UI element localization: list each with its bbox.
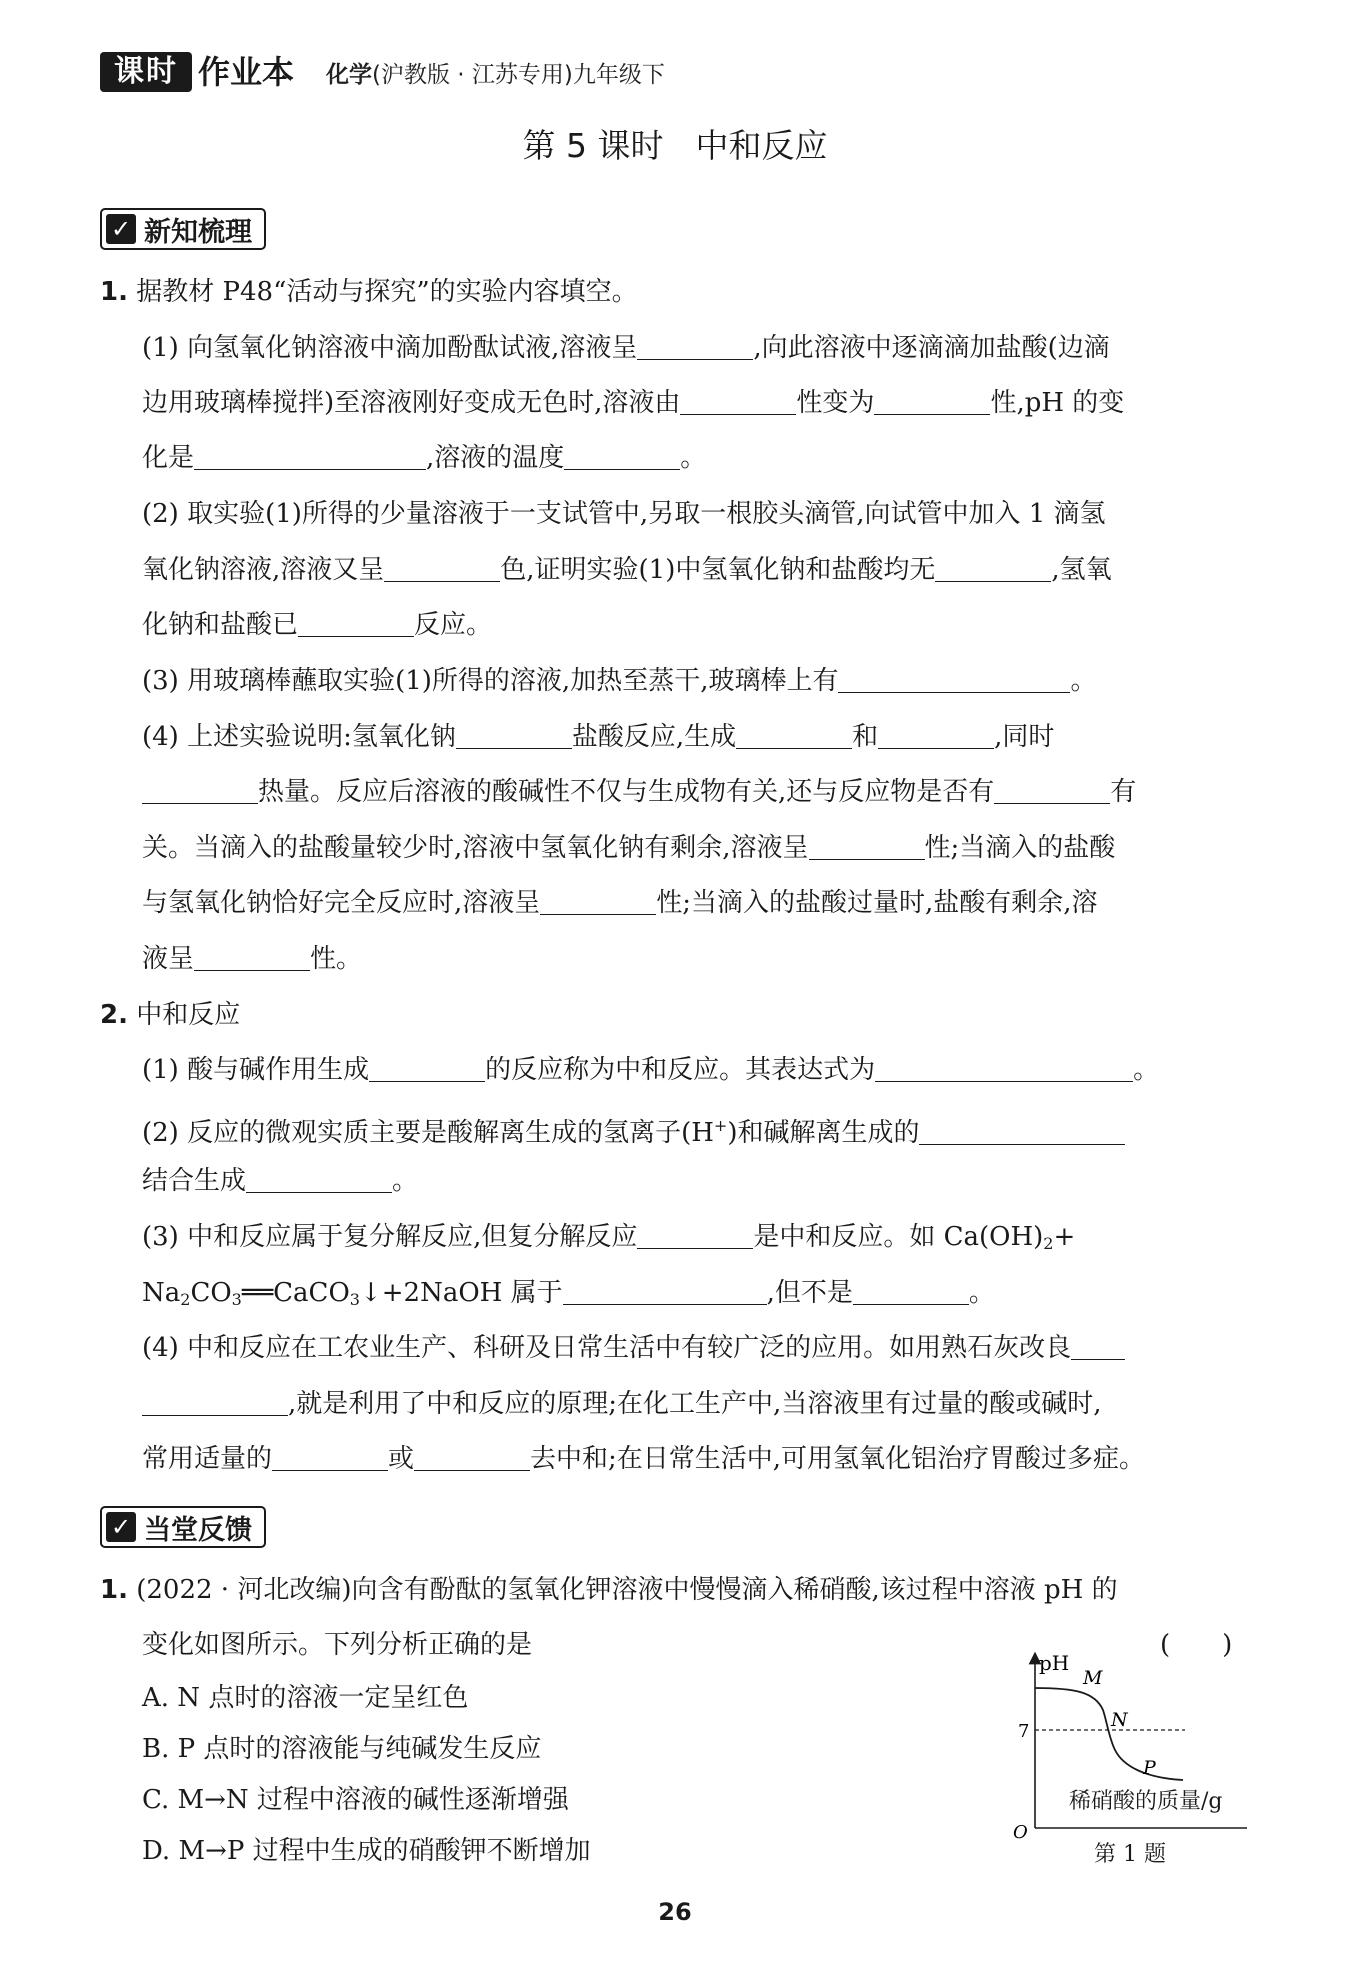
blank[interactable] — [1071, 1331, 1125, 1360]
option-d[interactable]: D. M→P 过程中生成的硝酸钾不断增加 — [142, 1836, 591, 1866]
section-feedback: ✓ 当堂反馈 — [100, 1506, 266, 1548]
blank[interactable] — [540, 886, 656, 915]
q2-stem: 2. 中和反应 — [100, 1000, 241, 1030]
fb1-line1: 1. (2022 · 河北改编)向含有酚酞的氢氧化钾溶液中慢慢滴入稀硝酸,该过程中溶液 pH 的 — [100, 1575, 1118, 1605]
option-a[interactable]: A. N 点时的溶液一定呈红色 — [142, 1683, 469, 1713]
ph-curve — [1035, 1688, 1183, 1780]
q1-p1-line2: 边用玻璃棒搅拌)至溶液刚好变成无色时,溶液由 性变为 性,pH 的变 — [142, 388, 1125, 418]
checkbox-icon: ✓ — [106, 1512, 136, 1542]
q2-p4-line2: ,就是利用了中和反应的原理;在化工生产中,当溶液里有过量的酸或碱时, — [142, 1386, 1102, 1422]
q1-p2-line3: 化钠和盐酸已 反应。 — [142, 610, 493, 640]
option-b[interactable]: B. P 点时的溶液能与纯碱发生反应 — [142, 1734, 542, 1764]
q1-p2-line1: (2) 取实验(1)所得的少量溶液于一支试管中,另取一根胶头滴管,向试管中加入 1 滴氢 — [142, 499, 1106, 529]
q2-p2-line2: 结合生成 。 — [142, 1166, 419, 1196]
book-logo: 课时 — [100, 52, 192, 92]
q1-p4-line3: 关。当滴入的盐酸量较少时,溶液中氢氧化钠有剩余,溶液呈 性;当滴入的盐酸 — [142, 833, 1116, 863]
q1-p4-line1: (4) 上述实验说明:氢氧化钠 盐酸反应,生成 和 ,同时 — [142, 722, 1055, 752]
q1-p4-line4: 与氢氧化钠恰好完全反应时,溶液呈 性;当滴入的盐酸过量时,盐酸有剩余,溶 — [142, 888, 1098, 918]
blank[interactable] — [142, 1387, 288, 1416]
origin-label: O — [1013, 1822, 1028, 1843]
blank[interactable] — [414, 1442, 530, 1471]
lesson-title — [0, 122, 1350, 170]
blank[interactable] — [194, 942, 310, 971]
blank[interactable] — [736, 720, 852, 749]
blank[interactable] — [838, 664, 1070, 693]
blank[interactable] — [878, 720, 994, 749]
book-name: 作业本 — [198, 53, 295, 91]
blank[interactable] — [384, 553, 500, 582]
q2-p1: (1) 酸与碱作用生成 的反应称为中和反应。其表达式为 。 — [142, 1055, 1160, 1085]
blank[interactable] — [919, 1116, 1125, 1145]
blank[interactable] — [875, 1053, 1133, 1082]
page-number: 26 — [658, 1898, 692, 1926]
q2-p4-line3: 常用适量的 或 去中和;在日常生活中,可用氢氧化铝治疗胃酸过多症。 — [142, 1444, 1146, 1474]
subject-info: 化学(沪教版 · 江苏专用)九年级下 — [326, 62, 665, 88]
q2-p3-line1: (3) 中和反应属于复分解反应,但复分解反应 是中和反应。如 $Ca(OH)_2+$ — [142, 1222, 1076, 1253]
q1-p4-line5: 液呈 性。 — [142, 944, 363, 974]
point-m-label: M — [1083, 1667, 1103, 1689]
q1-p3: (3) 用玻璃棒蘸取实验(1)所得的溶液,加热至蒸干,玻璃棒上有 。 — [142, 666, 1097, 696]
y-tick-7: 7 — [1018, 1721, 1030, 1742]
blank[interactable] — [637, 331, 753, 360]
point-p-label: P — [1143, 1757, 1156, 1779]
lesson-name: 中和反应 — [695, 126, 828, 165]
blank[interactable] — [994, 775, 1110, 804]
blank[interactable] — [246, 1164, 392, 1193]
lesson-number: 第 5 课时 — [522, 126, 664, 165]
x-axis-label: 稀硝酸的质量/g — [1067, 1784, 1225, 1820]
q1-stem: 1. 据教材 P48“活动与探究”的实验内容填空。 — [100, 277, 638, 307]
point-n-label: N — [1111, 1709, 1128, 1731]
blank[interactable] — [874, 386, 990, 415]
q1-p4-line2: 热量。反应后溶液的酸碱性不仅与生成物有关,还与反应物是否有 有 — [142, 774, 1136, 810]
q1-p1-line3: 化是 ,溶液的温度 。 — [142, 443, 707, 473]
q2-p3-line2: $Na_2CO_3══CaCO_3↓+2NaOH$ 属于 ,但不是 。 — [142, 1278, 995, 1309]
y-axis-label: pH — [1039, 1651, 1070, 1675]
blank[interactable] — [680, 386, 796, 415]
q1-p1-line1: (1) 向氢氧化钠溶液中滴加酚酞试液,溶液呈 ,向此溶液中逐滴滴加盐酸(边滴 — [142, 333, 1110, 363]
section-new-knowledge: ✓ 新知梳理 — [100, 208, 266, 250]
blank[interactable] — [563, 1276, 767, 1305]
q2-p4-line1: (4) 中和反应在工农业生产、科研及日常生活中有较广泛的应用。如用熟石灰改良 — [142, 1330, 1125, 1366]
figure-caption: 第 1 题 — [1094, 1842, 1166, 1867]
q2-p2-line1: (2) 反应的微观实质主要是酸解离生成的氢离子(H+)和碱解离生成的 — [142, 1108, 1125, 1151]
fb1-line2: 变化如图所示。下列分析正确的是 — [142, 1630, 533, 1660]
checkbox-icon: ✓ — [106, 214, 136, 244]
blank[interactable] — [456, 720, 572, 749]
blank[interactable] — [298, 608, 414, 637]
blank[interactable] — [809, 831, 925, 860]
blank[interactable] — [853, 1276, 969, 1305]
blank[interactable] — [272, 1442, 388, 1471]
blank[interactable] — [142, 775, 258, 804]
option-c[interactable]: C. M→N 过程中溶液的碱性逐渐增强 — [142, 1785, 569, 1815]
blank[interactable] — [564, 441, 680, 470]
answer-paren[interactable]: ( ) — [1160, 1630, 1233, 1660]
blank[interactable] — [369, 1053, 485, 1082]
q1-p2-line2: 氧化钠溶液,溶液又呈 色,证明实验(1)中氢氧化钠和盐酸均无 ,氢氧 — [142, 555, 1112, 585]
blank[interactable] — [194, 441, 426, 470]
blank[interactable] — [637, 1220, 753, 1249]
blank[interactable] — [935, 553, 1051, 582]
